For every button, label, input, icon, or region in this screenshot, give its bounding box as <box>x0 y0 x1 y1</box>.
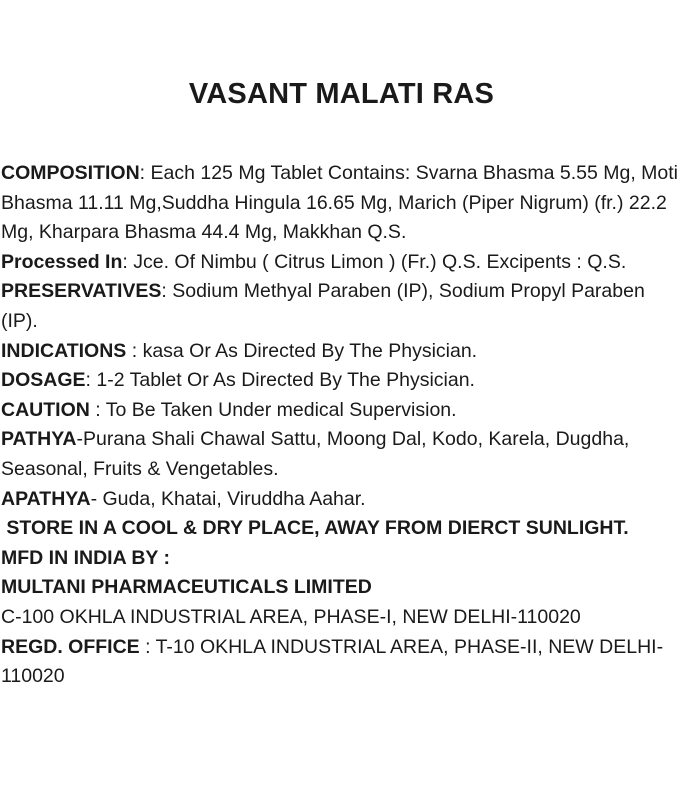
processed-in-label: Processed In <box>1 250 123 273</box>
regd-office-section <box>1 633 679 692</box>
processed-in-text: : Jce. Of Nimbu ( Citrus Limon ) (Fr.) Q.S. Excipents : Q.S. <box>122 250 627 273</box>
preservatives-section <box>1 277 679 336</box>
dosage-text: : 1-2 Tablet Or As Directed By The Physician. <box>85 369 475 392</box>
indications-text: : kasa Or As Directed By The Physician. <box>131 339 478 362</box>
pathya-text: -Purana Shali Chawal Sattu, Moong Dal, Kodo, Karela, Dugdha, Seasonal, Fruits & Vengetables. <box>1 428 630 480</box>
composition-section <box>1 159 679 248</box>
apathya-text: - Guda, Khatai, Viruddha Aahar. <box>90 487 366 510</box>
product-title: VASANT MALATI RAS <box>188 78 495 110</box>
composition-text: : Each 125 Mg Tablet Contains: Svarna Bhasma 5.55 Mg, Moti Bhasma 11.11 Mg,Suddha Hingula 16.65 Mg, Marich (Piper Nigrum) (fr.) 22.2 Mg, Kharpara Bhasma 44.4 Mg, Makkhan Q.S. <box>1 162 679 244</box>
preservatives-label: PRESERVATIVES <box>1 280 162 303</box>
manufacturer-address: C-100 OKHLA INDUSTRIAL AREA, PHASE-I, NEW DELHI-110020 <box>1 605 581 628</box>
apathya-label: APATHYA <box>1 487 91 510</box>
composition-label: COMPOSITION <box>1 162 140 184</box>
indications-label: INDICATIONS <box>1 339 132 362</box>
caution-section <box>1 396 679 426</box>
preservatives-text: : Sodium Methyal Paraben (IP), Sodium Propyl Paraben (IP). <box>1 280 645 332</box>
pathya-section <box>1 425 679 484</box>
label-content <box>1 159 679 692</box>
dosage-label: DOSAGE <box>1 369 86 392</box>
company-name: MULTANI PHARMACEUTICALS LIMITED <box>1 576 372 599</box>
regd-office-label: REGD. OFFICE <box>1 635 140 658</box>
regd-office-text: : T-10 OKHLA INDUSTRIAL AREA, PHASE-II, NEW DELHI-110020 <box>1 635 664 688</box>
storage-instruction: STORE IN A COOL & DRY PLACE, AWAY FROM DIERCT SUNLIGHT. <box>1 517 629 540</box>
caution-text: : To Be Taken Under medical Supervision. <box>95 398 457 421</box>
apathya-section <box>1 485 679 515</box>
caution-label: CAUTION <box>1 398 96 421</box>
mfd-heading: MFD IN INDIA BY : <box>1 546 170 569</box>
dosage-section <box>1 366 679 396</box>
pathya-label: PATHYA <box>1 428 77 451</box>
processed-in-section <box>1 248 679 278</box>
indications-section <box>1 337 679 367</box>
